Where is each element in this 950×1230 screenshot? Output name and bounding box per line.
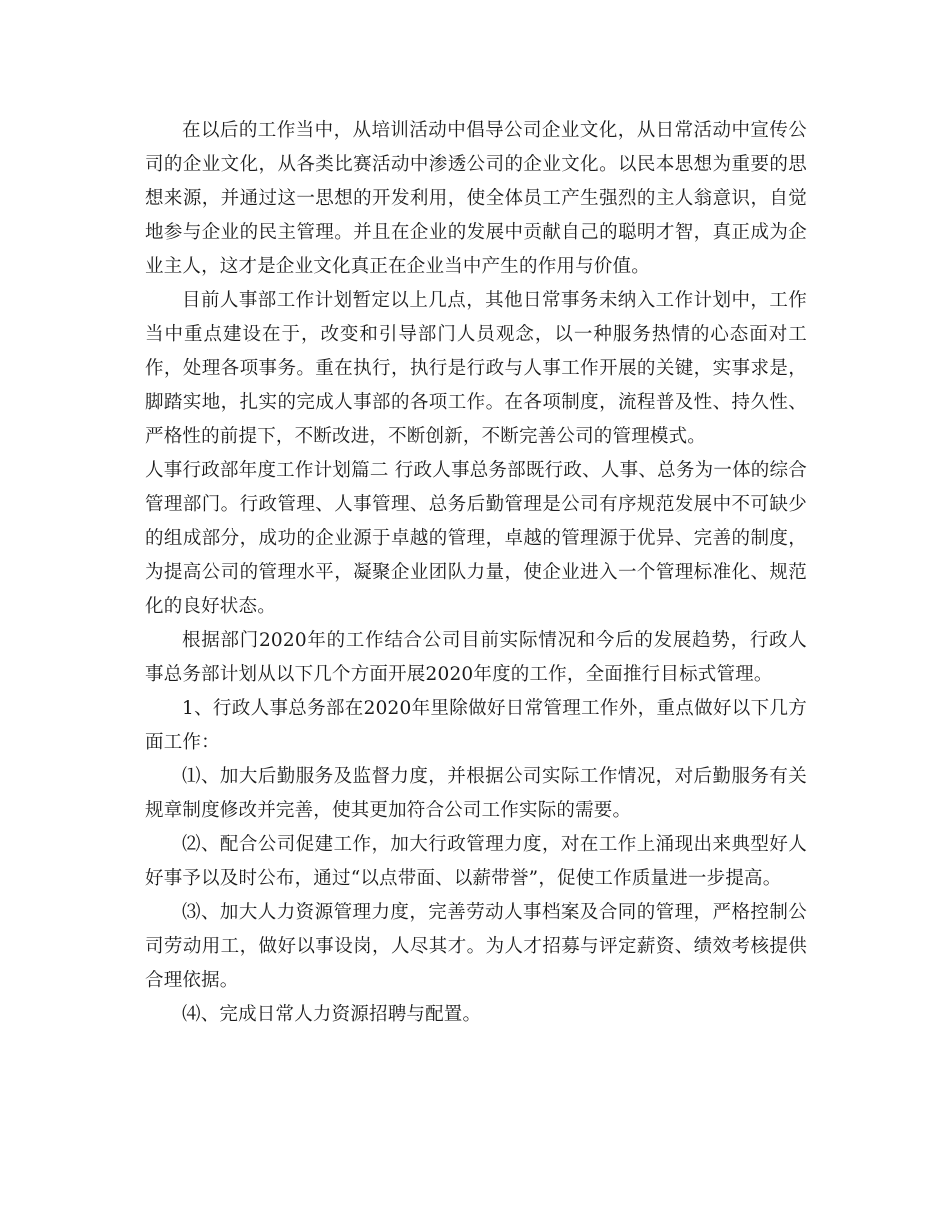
list-subitem-1: ⑴、加大后勤服务及监督力度，并根据公司实际工作情况，对后勤服务有关规章制度修改并完善，使其更加符合公司工作实际的需要。	[145, 766, 807, 821]
paragraph-part-two-text: 行政人事总务部既行政、人事、总务为一体的综合管理部门。行政管理、人事管理、总务后勤管理是公司有序规范发展中不可缺少的组成部分，成功的企业源于卓越的管理，卓越的管理源于优异、完善的制度，为提高公司的管理水平，凝聚企业团队力量，使企业进入一个管理标准化、规范化的良好状态。	[145, 460, 807, 617]
paragraph-part-two	[145, 454, 807, 624]
document-body	[145, 114, 807, 1032]
paragraph-plan-summary: 目前人事部工作计划暂定以上几点，其他日常事务未纳入工作计划中，工作当中重点建设在于，改变和引导部门人员观念，以一种服务热情的心态面对工作，处理各项事务。重在执行，执行是行政与人事工作开展的关键，实事求是，脚踏实地，扎实的完成人事部的各项工作。在各项制度，流程普及性、持久性、严格性的前提下，不断改进，不断创新，不断完善公司的管理模式。	[145, 290, 807, 447]
section-heading: 人事行政部年度工作计划篇二	[145, 460, 389, 481]
list-subitem-2: ⑵、配合公司促建工作，加大行政管理力度，对在工作上涌现出来典型好人好事予以及时公布，通过“以点带面、以薪带誉”，促使工作质量进一步提高。	[145, 834, 807, 889]
paragraph-2020-plan: 根据部门2020年的工作结合公司目前实际情况和今后的发展趋势，行政人事总务部计划从以下几个方面开展2020年度的工作，全面推行目标式管理。	[145, 630, 807, 685]
list-subitem-4: ⑷、完成日常人力资源招聘与配置。	[182, 1004, 482, 1025]
list-subitem-3: ⑶、加大人力资源管理力度，完善劳动人事档案及合同的管理，严格控制公司劳动用工，做好以事设岗，人尽其才。为人才招募与评定薪资、绩效考核提供合理依据。	[145, 902, 807, 991]
list-item-1: 1、行政人事总务部在2020年里除做好日常管理工作外，重点做好以下几方面工作：	[145, 698, 807, 753]
paragraph-culture: 在以后的工作当中，从培训活动中倡导公司企业文化，从日常活动中宣传公司的企业文化，从各类比赛活动中渗透公司的企业文化。以民本思想为重要的思想来源，并通过这一思想的开发利用，使全体员工产生强烈的主人翁意识，自觉地参与企业的民主管理。并且在企业的发展中贡献自己的聪明才智，真正成为企业主人，这才是企业文化真正在企业当中产生的作用与价值。	[145, 120, 807, 277]
